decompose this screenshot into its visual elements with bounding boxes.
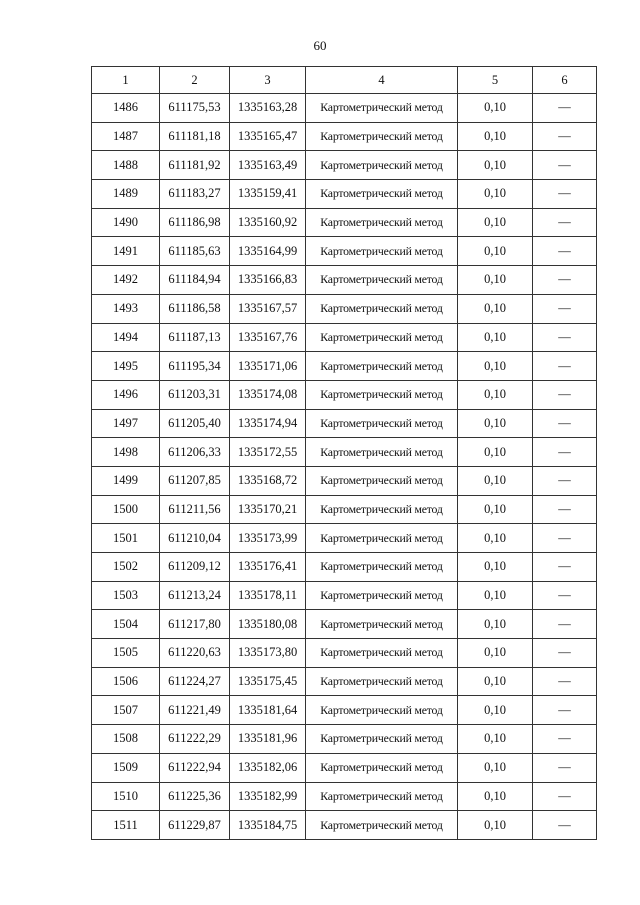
- accuracy-cell: 0,10: [458, 266, 533, 295]
- x-coordinate-cell: 611221,49: [160, 696, 230, 725]
- x-coordinate-cell: 611217,80: [160, 610, 230, 639]
- accuracy-cell: 0,10: [458, 237, 533, 266]
- accuracy-cell: 0,10: [458, 323, 533, 352]
- accuracy-cell: 0,10: [458, 667, 533, 696]
- note-cell: —: [533, 553, 597, 582]
- method-cell: Картометрический метод: [306, 380, 458, 409]
- point-number-cell: 1496: [92, 380, 160, 409]
- column-header: 3: [230, 67, 306, 94]
- column-header: 5: [458, 67, 533, 94]
- method-cell: Картометрический метод: [306, 151, 458, 180]
- point-number-cell: 1497: [92, 409, 160, 438]
- point-number-cell: 1488: [92, 151, 160, 180]
- table-row: [92, 667, 597, 696]
- accuracy-cell: 0,10: [458, 294, 533, 323]
- y-coordinate-cell: 1335173,80: [230, 639, 306, 668]
- method-cell: Картометрический метод: [306, 323, 458, 352]
- accuracy-cell: 0,10: [458, 94, 533, 123]
- note-cell: —: [533, 409, 597, 438]
- method-cell: Картометрический метод: [306, 725, 458, 754]
- point-number-cell: 1492: [92, 266, 160, 295]
- y-coordinate-cell: 1335167,76: [230, 323, 306, 352]
- note-cell: —: [533, 782, 597, 811]
- point-number-cell: 1504: [92, 610, 160, 639]
- table-row: [92, 438, 597, 467]
- method-cell: Картометрический метод: [306, 266, 458, 295]
- accuracy-cell: 0,10: [458, 352, 533, 381]
- table-body: [92, 94, 597, 840]
- column-header: 2: [160, 67, 230, 94]
- point-number-cell: 1505: [92, 639, 160, 668]
- method-cell: Картометрический метод: [306, 753, 458, 782]
- method-cell: Картометрический метод: [306, 180, 458, 209]
- table-row: [92, 610, 597, 639]
- x-coordinate-cell: 611222,94: [160, 753, 230, 782]
- table-row: [92, 122, 597, 151]
- accuracy-cell: 0,10: [458, 725, 533, 754]
- accuracy-cell: 0,10: [458, 610, 533, 639]
- x-coordinate-cell: 611186,98: [160, 208, 230, 237]
- table-row: [92, 782, 597, 811]
- x-coordinate-cell: 611186,58: [160, 294, 230, 323]
- table-row: [92, 466, 597, 495]
- x-coordinate-cell: 611181,92: [160, 151, 230, 180]
- note-cell: —: [533, 294, 597, 323]
- method-cell: Картометрический метод: [306, 409, 458, 438]
- note-cell: —: [533, 696, 597, 725]
- accuracy-cell: 0,10: [458, 180, 533, 209]
- y-coordinate-cell: 1335182,06: [230, 753, 306, 782]
- y-coordinate-cell: 1335182,99: [230, 782, 306, 811]
- point-number-cell: 1511: [92, 811, 160, 840]
- y-coordinate-cell: 1335159,41: [230, 180, 306, 209]
- y-coordinate-cell: 1335176,41: [230, 553, 306, 582]
- table-row: [92, 725, 597, 754]
- page-number: 60: [313, 38, 327, 53]
- y-coordinate-cell: 1335181,64: [230, 696, 306, 725]
- accuracy-cell: 0,10: [458, 151, 533, 180]
- y-coordinate-cell: 1335172,55: [230, 438, 306, 467]
- y-coordinate-cell: 1335178,11: [230, 581, 306, 610]
- y-coordinate-cell: 1335171,06: [230, 352, 306, 381]
- table-row: [92, 94, 597, 123]
- point-number-cell: 1503: [92, 581, 160, 610]
- table-row: [92, 323, 597, 352]
- note-cell: —: [533, 323, 597, 352]
- y-coordinate-cell: 1335174,08: [230, 380, 306, 409]
- point-number-cell: 1500: [92, 495, 160, 524]
- point-number-cell: 1486: [92, 94, 160, 123]
- note-cell: —: [533, 667, 597, 696]
- x-coordinate-cell: 611210,04: [160, 524, 230, 553]
- method-cell: Картометрический метод: [306, 610, 458, 639]
- note-cell: —: [533, 811, 597, 840]
- accuracy-cell: 0,10: [458, 753, 533, 782]
- y-coordinate-cell: 1335164,99: [230, 237, 306, 266]
- y-coordinate-cell: 1335181,96: [230, 725, 306, 754]
- note-cell: —: [533, 94, 597, 123]
- y-coordinate-cell: 1335160,92: [230, 208, 306, 237]
- method-cell: Картометрический метод: [306, 294, 458, 323]
- point-number-cell: 1507: [92, 696, 160, 725]
- method-cell: Картометрический метод: [306, 208, 458, 237]
- method-cell: Картометрический метод: [306, 352, 458, 381]
- accuracy-cell: 0,10: [458, 495, 533, 524]
- y-coordinate-cell: 1335184,75: [230, 811, 306, 840]
- method-cell: Картометрический метод: [306, 782, 458, 811]
- y-coordinate-cell: 1335180,08: [230, 610, 306, 639]
- column-header: 4: [306, 67, 458, 94]
- x-coordinate-cell: 611224,27: [160, 667, 230, 696]
- method-cell: Картометрический метод: [306, 553, 458, 582]
- point-number-cell: 1491: [92, 237, 160, 266]
- point-number-cell: 1510: [92, 782, 160, 811]
- note-cell: —: [533, 753, 597, 782]
- note-cell: —: [533, 208, 597, 237]
- x-coordinate-cell: 611183,27: [160, 180, 230, 209]
- table-row: [92, 495, 597, 524]
- table-row: [92, 380, 597, 409]
- method-cell: Картометрический метод: [306, 237, 458, 266]
- accuracy-cell: 0,10: [458, 581, 533, 610]
- x-coordinate-cell: 611222,29: [160, 725, 230, 754]
- note-cell: —: [533, 380, 597, 409]
- method-cell: Картометрический метод: [306, 811, 458, 840]
- table-row: [92, 208, 597, 237]
- accuracy-cell: 0,10: [458, 208, 533, 237]
- point-number-cell: 1494: [92, 323, 160, 352]
- x-coordinate-cell: 611185,63: [160, 237, 230, 266]
- x-coordinate-cell: 611175,53: [160, 94, 230, 123]
- point-number-cell: 1495: [92, 352, 160, 381]
- x-coordinate-cell: 611206,33: [160, 438, 230, 467]
- method-cell: Картометрический метод: [306, 524, 458, 553]
- note-cell: —: [533, 610, 597, 639]
- x-coordinate-cell: 611181,18: [160, 122, 230, 151]
- method-cell: Картометрический метод: [306, 495, 458, 524]
- y-coordinate-cell: 1335174,94: [230, 409, 306, 438]
- point-number-cell: 1499: [92, 466, 160, 495]
- point-number-cell: 1509: [92, 753, 160, 782]
- accuracy-cell: 0,10: [458, 438, 533, 467]
- table-row: [92, 409, 597, 438]
- y-coordinate-cell: 1335165,47: [230, 122, 306, 151]
- table-row: [92, 639, 597, 668]
- point-number-cell: 1506: [92, 667, 160, 696]
- note-cell: —: [533, 495, 597, 524]
- note-cell: —: [533, 466, 597, 495]
- accuracy-cell: 0,10: [458, 122, 533, 151]
- point-number-cell: 1487: [92, 122, 160, 151]
- note-cell: —: [533, 581, 597, 610]
- method-cell: Картометрический метод: [306, 94, 458, 123]
- point-number-cell: 1501: [92, 524, 160, 553]
- note-cell: —: [533, 639, 597, 668]
- table-header-row: [92, 67, 597, 94]
- note-cell: —: [533, 151, 597, 180]
- x-coordinate-cell: 611195,34: [160, 352, 230, 381]
- accuracy-cell: 0,10: [458, 524, 533, 553]
- method-cell: Картометрический метод: [306, 639, 458, 668]
- note-cell: —: [533, 725, 597, 754]
- table-row: [92, 524, 597, 553]
- note-cell: —: [533, 180, 597, 209]
- point-number-cell: 1490: [92, 208, 160, 237]
- y-coordinate-cell: 1335168,72: [230, 466, 306, 495]
- column-header: 1: [92, 67, 160, 94]
- y-coordinate-cell: 1335167,57: [230, 294, 306, 323]
- method-cell: Картометрический метод: [306, 696, 458, 725]
- point-number-cell: 1498: [92, 438, 160, 467]
- table-row: [92, 151, 597, 180]
- accuracy-cell: 0,10: [458, 696, 533, 725]
- x-coordinate-cell: 611203,31: [160, 380, 230, 409]
- point-number-cell: 1508: [92, 725, 160, 754]
- accuracy-cell: 0,10: [458, 639, 533, 668]
- note-cell: —: [533, 524, 597, 553]
- x-coordinate-cell: 611184,94: [160, 266, 230, 295]
- table-row: [92, 696, 597, 725]
- accuracy-cell: 0,10: [458, 409, 533, 438]
- note-cell: —: [533, 122, 597, 151]
- y-coordinate-cell: 1335166,83: [230, 266, 306, 295]
- point-number-cell: 1502: [92, 553, 160, 582]
- y-coordinate-cell: 1335163,49: [230, 151, 306, 180]
- point-number-cell: 1489: [92, 180, 160, 209]
- accuracy-cell: 0,10: [458, 811, 533, 840]
- x-coordinate-cell: 611213,24: [160, 581, 230, 610]
- y-coordinate-cell: 1335163,28: [230, 94, 306, 123]
- note-cell: —: [533, 237, 597, 266]
- coordinates-table: [91, 66, 597, 840]
- accuracy-cell: 0,10: [458, 782, 533, 811]
- column-header: 6: [533, 67, 597, 94]
- method-cell: Картометрический метод: [306, 667, 458, 696]
- method-cell: Картометрический метод: [306, 438, 458, 467]
- note-cell: —: [533, 352, 597, 381]
- x-coordinate-cell: 611207,85: [160, 466, 230, 495]
- x-coordinate-cell: 611187,13: [160, 323, 230, 352]
- x-coordinate-cell: 611209,12: [160, 553, 230, 582]
- point-number-cell: 1493: [92, 294, 160, 323]
- x-coordinate-cell: 611205,40: [160, 409, 230, 438]
- table-row: [92, 553, 597, 582]
- accuracy-cell: 0,10: [458, 380, 533, 409]
- table-row: [92, 811, 597, 840]
- table-row: [92, 352, 597, 381]
- accuracy-cell: 0,10: [458, 553, 533, 582]
- y-coordinate-cell: 1335173,99: [230, 524, 306, 553]
- table-row: [92, 581, 597, 610]
- accuracy-cell: 0,10: [458, 466, 533, 495]
- method-cell: Картометрический метод: [306, 122, 458, 151]
- table-row: [92, 237, 597, 266]
- x-coordinate-cell: 611211,56: [160, 495, 230, 524]
- note-cell: —: [533, 438, 597, 467]
- y-coordinate-cell: 1335175,45: [230, 667, 306, 696]
- method-cell: Картометрический метод: [306, 466, 458, 495]
- x-coordinate-cell: 611220,63: [160, 639, 230, 668]
- table-row: [92, 294, 597, 323]
- note-cell: —: [533, 266, 597, 295]
- y-coordinate-cell: 1335170,21: [230, 495, 306, 524]
- method-cell: Картометрический метод: [306, 581, 458, 610]
- table-row: [92, 753, 597, 782]
- table-row: [92, 180, 597, 209]
- table-row: [92, 266, 597, 295]
- x-coordinate-cell: 611229,87: [160, 811, 230, 840]
- x-coordinate-cell: 611225,36: [160, 782, 230, 811]
